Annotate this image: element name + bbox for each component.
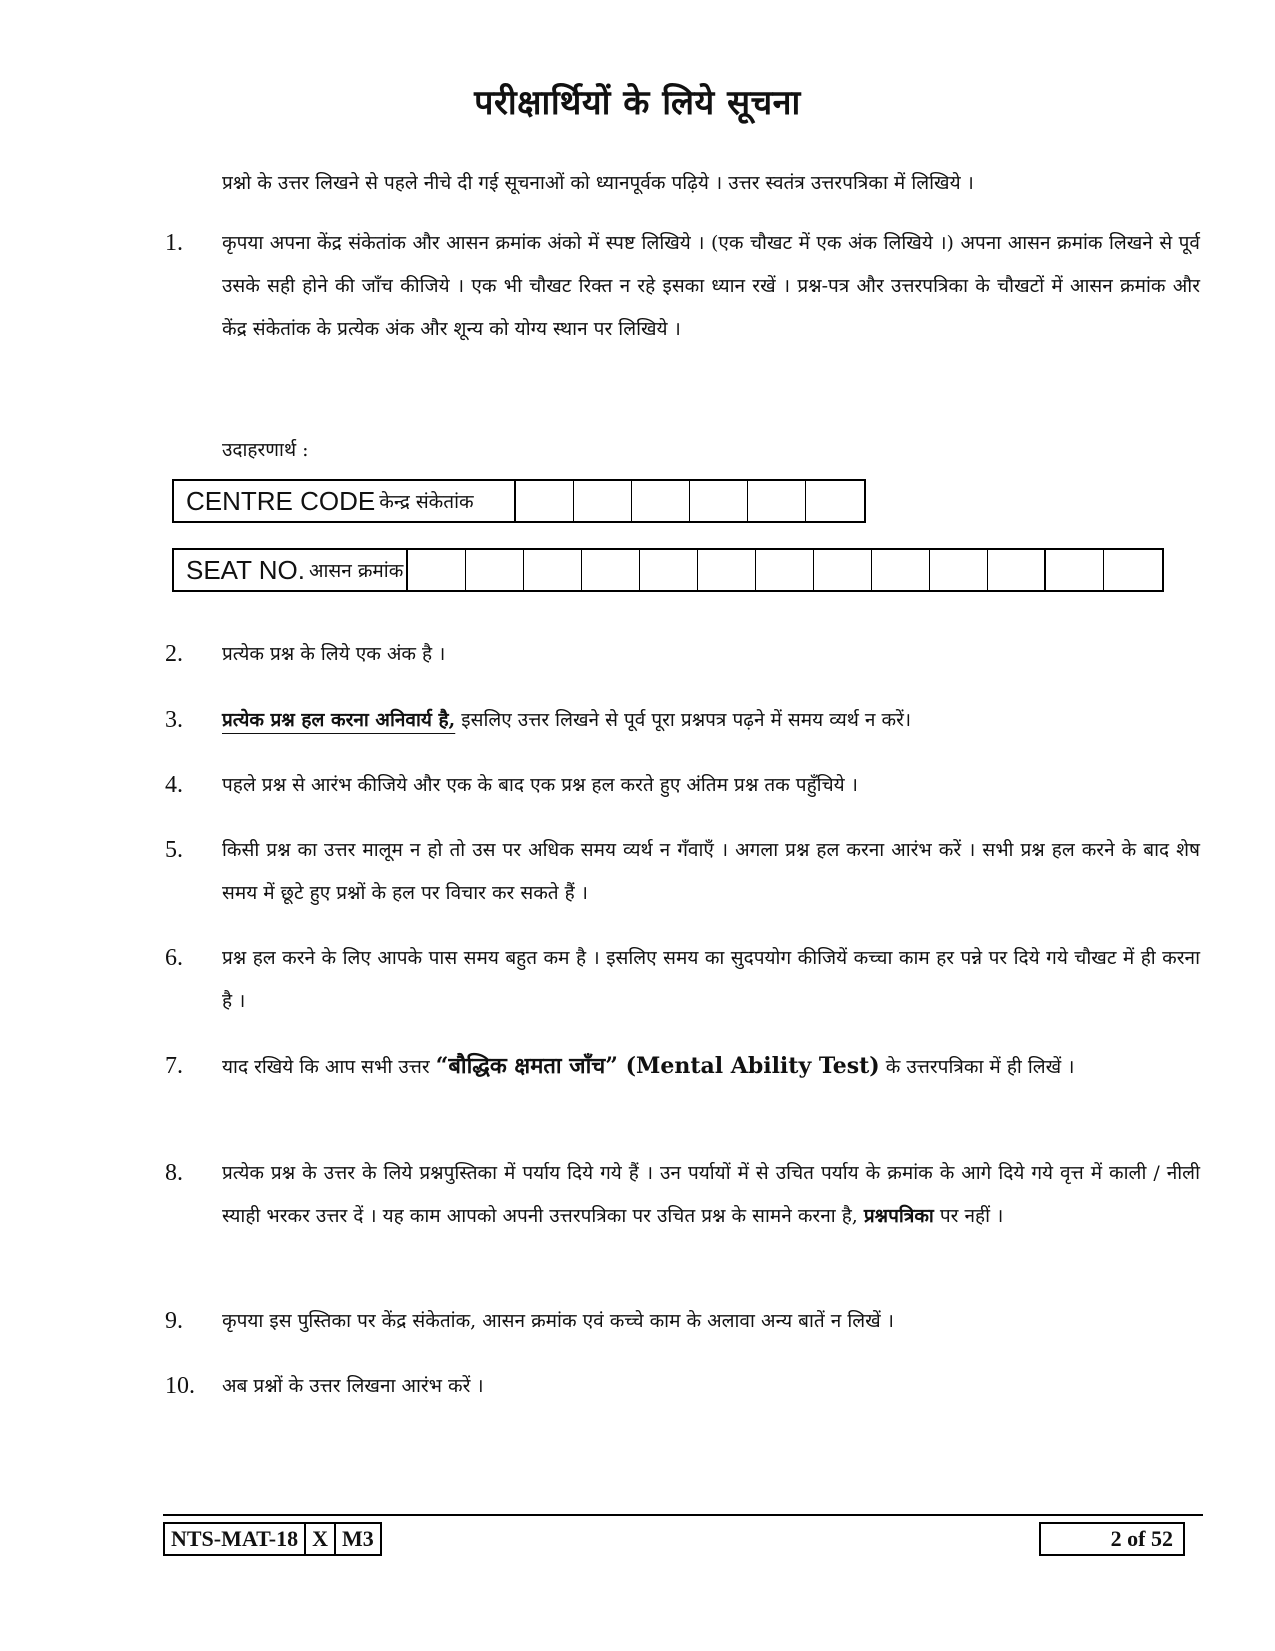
seat-number-box: [172, 548, 1164, 592]
paper-code-box: [163, 1522, 382, 1556]
instruction-4: [165, 764, 1200, 807]
seat-number-label-hi: आसन क्रमांक: [308, 560, 404, 582]
instruction-text: किसी प्रश्न का उत्तर मालूम न हो तो उस पर अधिक समय व्यर्थ न गँवाएँ । अगला प्रश्न हल करना आरंभ करें । सभी प्रश्न हल करने के बाद शेष समय में छूटे हुए प्रश्नों के हल पर विचार कर सकते हैं ।: [222, 839, 1200, 904]
centre-code-label-en: CENTRE CODE: [186, 485, 376, 516]
instruction-text-pre: याद रखिये कि आप सभी उत्तर: [222, 1056, 436, 1078]
paper-code: NTS-MAT-18: [165, 1524, 306, 1554]
seat-number-cell[interactable]: [1104, 550, 1162, 590]
centre-code-cell[interactable]: [806, 481, 864, 521]
instruction-text: कृपया अपना केंद्र संकेतांक और आसन क्रमांक अंको में स्पष्ट लिखिये । (एक चौखट में एक अंक लिखिये ।) अपना आसन क्रमांक लिखने से पूर्व उसके सही होने की जाँच कीजिये । एक भी चौखट रिक्त न रहे इसका ध्यान रखें । प्रश्न-पत्र और उत्तरपत्रिका के चौखटों में आसन क्रमांक और केंद्र संकेतांक के प्रत्येक अंक और शून्य को योग्य स्थान पर लिखिये ।: [222, 232, 1200, 340]
centre-code-cell[interactable]: [632, 481, 690, 521]
instruction-bold-text: प्रत्येक प्रश्न हल करना अनिवार्य है,: [222, 709, 456, 731]
seat-number-cell[interactable]: [988, 550, 1046, 590]
instruction-2: [165, 633, 1200, 676]
instruction-5: [165, 829, 1200, 915]
instruction-number: 10.: [165, 1373, 195, 1399]
seat-number-cell[interactable]: [408, 550, 466, 590]
seat-number-cell[interactable]: [756, 550, 814, 590]
instruction-1: [165, 222, 1200, 351]
seat-number-label: [174, 550, 408, 590]
centre-code-label: [174, 481, 516, 521]
instruction-3: [165, 699, 1200, 742]
instruction-text-pre: प्रत्येक प्रश्न के उत्तर के लिये प्रश्नपुस्तिका में पर्याय दिये गये हैं । उन पर्यायों में से उचित पर्याय के क्रमांक के आगे दिये गये वृत्त में काली / नीली स्याही भरकर उत्तर दें । यह काम आपको अपनी उत्तरपत्रिका पर उचित प्रश्न के सामने करना है,: [222, 1162, 1200, 1227]
instruction-7: [165, 1045, 1200, 1089]
instruction-6: [165, 937, 1200, 1023]
centre-code-cell[interactable]: [748, 481, 806, 521]
instruction-text: प्रत्येक प्रश्न के लिये एक अंक है ।: [222, 643, 446, 665]
instruction-bold-text: प्रश्नपत्रिका: [863, 1205, 934, 1227]
centre-code-cell[interactable]: [574, 481, 632, 521]
seat-number-cell[interactable]: [698, 550, 756, 590]
paper-version: X: [306, 1524, 336, 1554]
instruction-number: 2.: [165, 641, 183, 667]
centre-code-box: [172, 479, 866, 523]
instruction-number: 5.: [165, 837, 183, 863]
page-title: परीक्षार्थियों के लिये सूचना: [474, 83, 801, 123]
instruction-text: पर नहीं ।: [933, 1205, 1004, 1227]
instruction-number: 7.: [165, 1053, 183, 1079]
seat-number-cell[interactable]: [640, 550, 698, 590]
instruction-text: कृपया इस पुस्तिका पर केंद्र संकेतांक, आसन क्रमांक एवं कच्चे काम के अलावा अन्य बातें न लिखें ।: [222, 1310, 894, 1332]
centre-code-label-hi: केन्द्र संकेतांक: [379, 491, 474, 513]
instruction-number: 3.: [165, 707, 183, 733]
instruction-number: 9.: [165, 1308, 183, 1334]
seat-number-cell[interactable]: [1046, 550, 1104, 590]
mental-ability-test-title: “बौद्धिक क्षमता जाँच” (Mental Ability Test): [435, 1053, 880, 1079]
intro-paragraph: प्रश्नो के उत्तर लिखने से पहले नीचे दी गई सूचनाओं को ध्यानपूर्वक पढ़िये । उत्तर स्वतंत्र उत्तरपत्रिका में लिखिये ।: [222, 172, 974, 194]
centre-code-cell[interactable]: [690, 481, 748, 521]
seat-number-cell[interactable]: [872, 550, 930, 590]
seat-number-cell[interactable]: [582, 550, 640, 590]
instruction-10: [165, 1365, 1200, 1408]
instruction-text: प्रश्न हल करने के लिए आपके पास समय बहुत कम है । इसलिए समय का सुदपयोग कीजियें कच्चा काम हर पन्ने पर दिये गये चौखट में ही करना है ।: [222, 947, 1200, 1012]
footer-divider: [163, 1514, 1203, 1516]
seat-number-cell[interactable]: [930, 550, 988, 590]
instruction-number: 4.: [165, 772, 183, 798]
paper-medium: M3: [342, 1526, 374, 1551]
instruction-text: पहले प्रश्न से आरंभ कीजिये और एक के बाद एक प्रश्न हल करते हुए अंतिम प्रश्न तक पहुँचिये ।: [222, 774, 858, 796]
instruction-text: इसलिए उत्तर लिखने से पूर्व पूरा प्रश्नपत्र पढ़ने में समय व्यर्थ न करें।: [455, 709, 912, 731]
instruction-text: के उत्तरपत्रिका में ही लिखें ।: [879, 1056, 1075, 1078]
instruction-8: [165, 1152, 1200, 1238]
page-number: 2 of 52: [1039, 1522, 1185, 1556]
example-label: उदाहरणार्थ :: [222, 439, 309, 461]
seat-number-cell[interactable]: [814, 550, 872, 590]
instruction-number: 1.: [165, 230, 183, 256]
seat-number-cell[interactable]: [466, 550, 524, 590]
instruction-9: [165, 1300, 1200, 1343]
instruction-text: अब प्रश्नों के उत्तर लिखना आरंभ करें ।: [222, 1375, 484, 1397]
centre-code-cell[interactable]: [516, 481, 574, 521]
instruction-number: 6.: [165, 945, 183, 971]
seat-number-cell[interactable]: [524, 550, 582, 590]
instruction-number: 8.: [165, 1160, 183, 1186]
seat-number-label-en: SEAT NO.: [186, 554, 305, 585]
